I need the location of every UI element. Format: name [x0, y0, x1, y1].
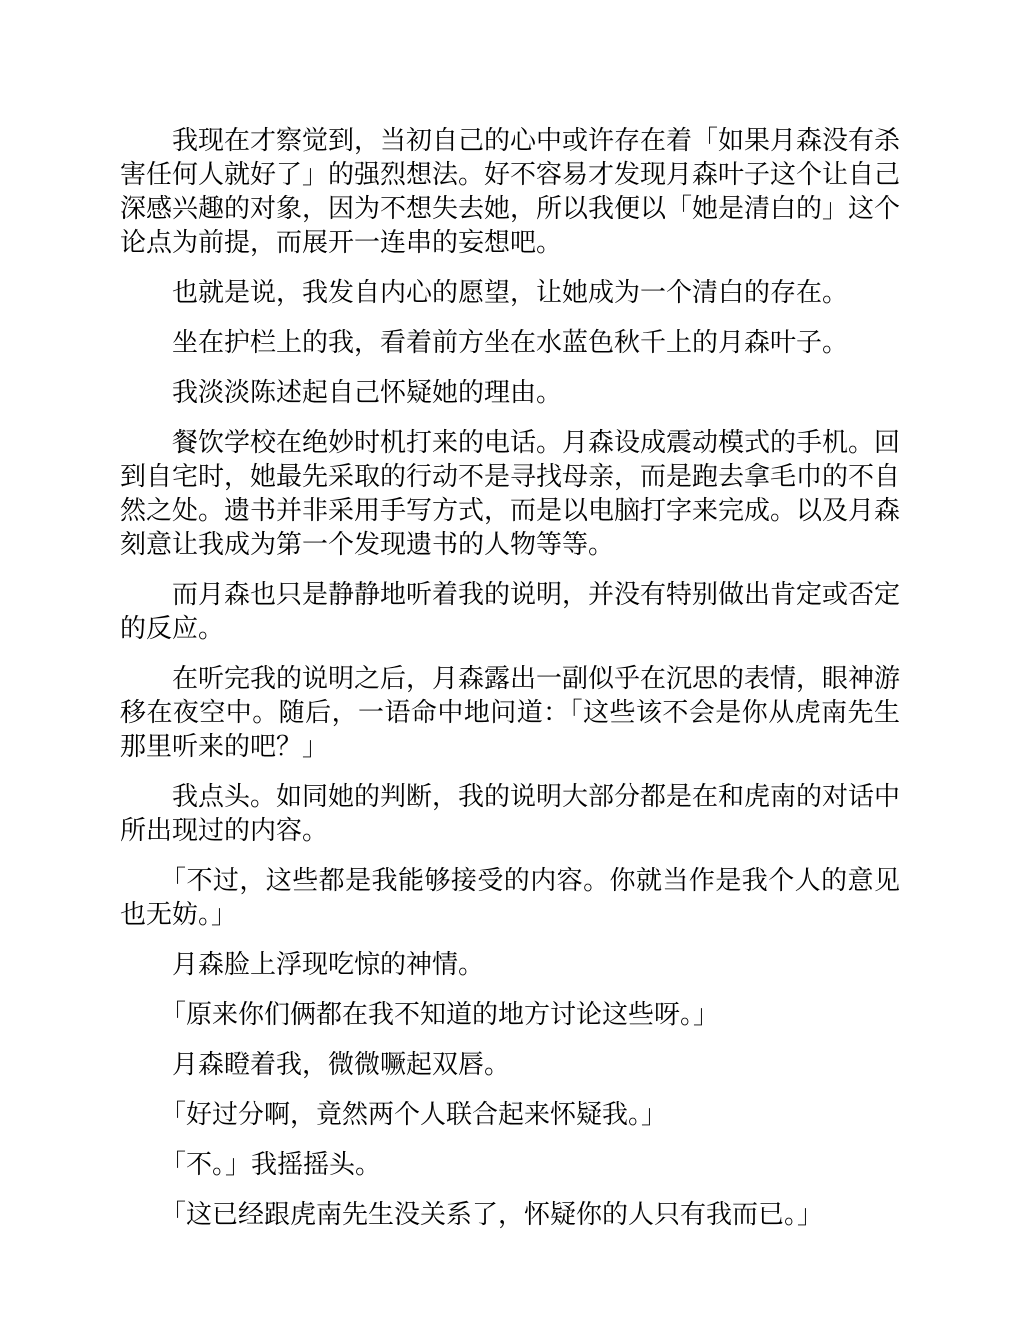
paragraph-6: 而月森也只是静静地听着我的说明，并没有特别做出肯定或否定的反应。	[120, 580, 901, 644]
paragraph-13: 「好过分啊，竟然两个人联合起来怀疑我。」	[160, 1100, 668, 1130]
paragraph-3: 坐在护栏上的我，看着前方坐在水蓝色秋千上的月森叶子。	[172, 328, 849, 358]
paragraph-5: 餐饮学校在绝妙时机打来的电话。月森设成震动模式的手机。回到自宅时，她最先采取的行动不是寻找母亲，而是跑去拿毛巾的不自然之处。遗书并非采用手写方式，而是以电脑打字来完成。以及月森刻意让我成为第一个发现遗书的人物等等。	[120, 428, 901, 560]
paragraph-11: 「原来你们俩都在我不知道的地方讨论这些呀。」	[160, 1000, 720, 1030]
paragraph-4: 我淡淡陈述起自己怀疑她的理由。	[172, 378, 563, 408]
paragraph-7: 在听完我的说明之后，月森露出一副似乎在沉思的表情，眼神游移在夜空中。随后，一语命中地问道：「这些该不会是你从虎南先生那里听来的吧？」	[120, 664, 901, 762]
paragraph-1: 我现在才察觉到，当初自己的心中或许存在着「如果月森没有杀害任何人就好了」的强烈想法。好不容易才发现月森叶子这个让自己深感兴趣的对象，因为不想失去她，所以我便以「她是清白的」这个论点为前提，而展开一连串的妄想吧。	[120, 126, 901, 258]
paragraph-8: 我点头。如同她的判断，我的说明大部分都是在和虎南的对话中所出现过的内容。	[120, 782, 901, 846]
paragraph-9: 「不过，这些都是我能够接受的内容。你就当作是我个人的意见也无妨。」	[120, 866, 900, 930]
paragraph-15: 「这已经跟虎南先生没关系了，怀疑你的人只有我而已。」	[160, 1200, 824, 1230]
paragraph-12: 月森瞪着我，微微噘起双唇。	[172, 1050, 511, 1080]
paragraph-2: 也就是说，我发自内心的愿望，让她成为一个清白的存在。	[172, 278, 849, 308]
paragraph-10: 月森脸上浮现吃惊的神情。	[172, 950, 485, 980]
document-page	[120, 124, 900, 1248]
paragraph-14: 「不。」我摇摇头。	[160, 1150, 382, 1180]
